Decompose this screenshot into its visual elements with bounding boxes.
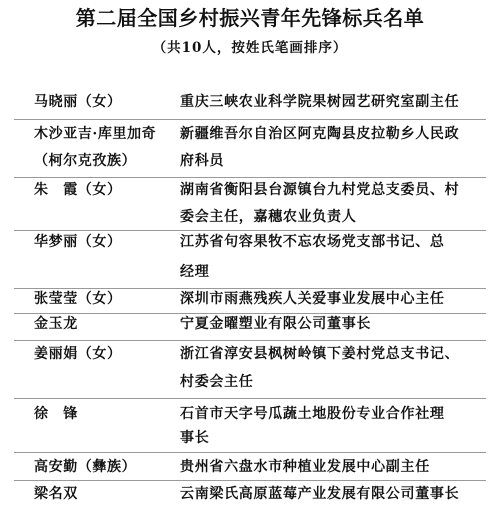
- row-divider: [14, 177, 486, 178]
- entry-description: 经理: [180, 264, 210, 280]
- entry-description: 重庆三峡农业科学院果树园艺研究室副主任: [180, 94, 460, 110]
- entry-description: 云南梁氏高原蓝莓产业发展有限公司董事长: [180, 486, 460, 502]
- entry-name: 徐 锋: [34, 406, 78, 422]
- row-divider: [14, 452, 486, 453]
- entry-name: 梁名双: [34, 486, 78, 502]
- entry-name: 高安勤（彝族）: [34, 459, 137, 475]
- entry-description: 府科员: [180, 153, 225, 169]
- entry-name: 木沙亚吉·库里加奇: [34, 126, 157, 142]
- entry-description: 湖南省衡阳县台源镇台九村党总支委员、村: [180, 182, 460, 198]
- entry-name: 张莹莹（女）: [34, 291, 122, 307]
- entry-description: 新疆维吾尔自治区阿克陶县皮拉勒乡人民政: [180, 126, 460, 142]
- entry-description: 宁夏金曜塑业有限公司董事长: [180, 316, 372, 332]
- document-subtitle: （共10人，按姓氏笔画排序）: [152, 40, 348, 56]
- entry-description: 深圳市雨燕残疾人关爱事业发展中心主任: [180, 291, 445, 307]
- entry-name: 朱 霞（女）: [34, 182, 122, 198]
- row-divider: [14, 119, 486, 120]
- entry-description: 石首市天字号瓜蔬土地股份专业合作社理: [180, 406, 445, 422]
- entry-description: 贵州省六盘水市种植业发展中心副主任: [180, 459, 430, 475]
- entry-name: 马晓丽（女）: [34, 94, 122, 110]
- row-divider: [14, 398, 486, 399]
- entry-description: 村委会主任: [180, 374, 254, 390]
- entry-description: 江苏省句容果牧不忘农场党支部书记、总: [180, 234, 445, 250]
- entry-name: 金玉龙: [34, 316, 78, 332]
- entry-description: 浙江省淳安县枫树岭镇下姜村党总支书记、: [180, 346, 460, 362]
- document-title: 第二届全国乡村振兴青年先锋标兵名单: [75, 6, 425, 30]
- row-divider: [14, 340, 486, 341]
- entry-name: 华梦丽（女）: [34, 234, 122, 250]
- entry-name: 姜丽娟（女）: [34, 346, 122, 362]
- entry-description: 委会主任，嘉穗农业负责人: [180, 209, 357, 225]
- row-divider: [14, 480, 486, 481]
- entry-description: 事长: [180, 430, 210, 446]
- row-divider: [14, 230, 486, 231]
- entry-name: （柯尔克孜族）: [34, 153, 137, 169]
